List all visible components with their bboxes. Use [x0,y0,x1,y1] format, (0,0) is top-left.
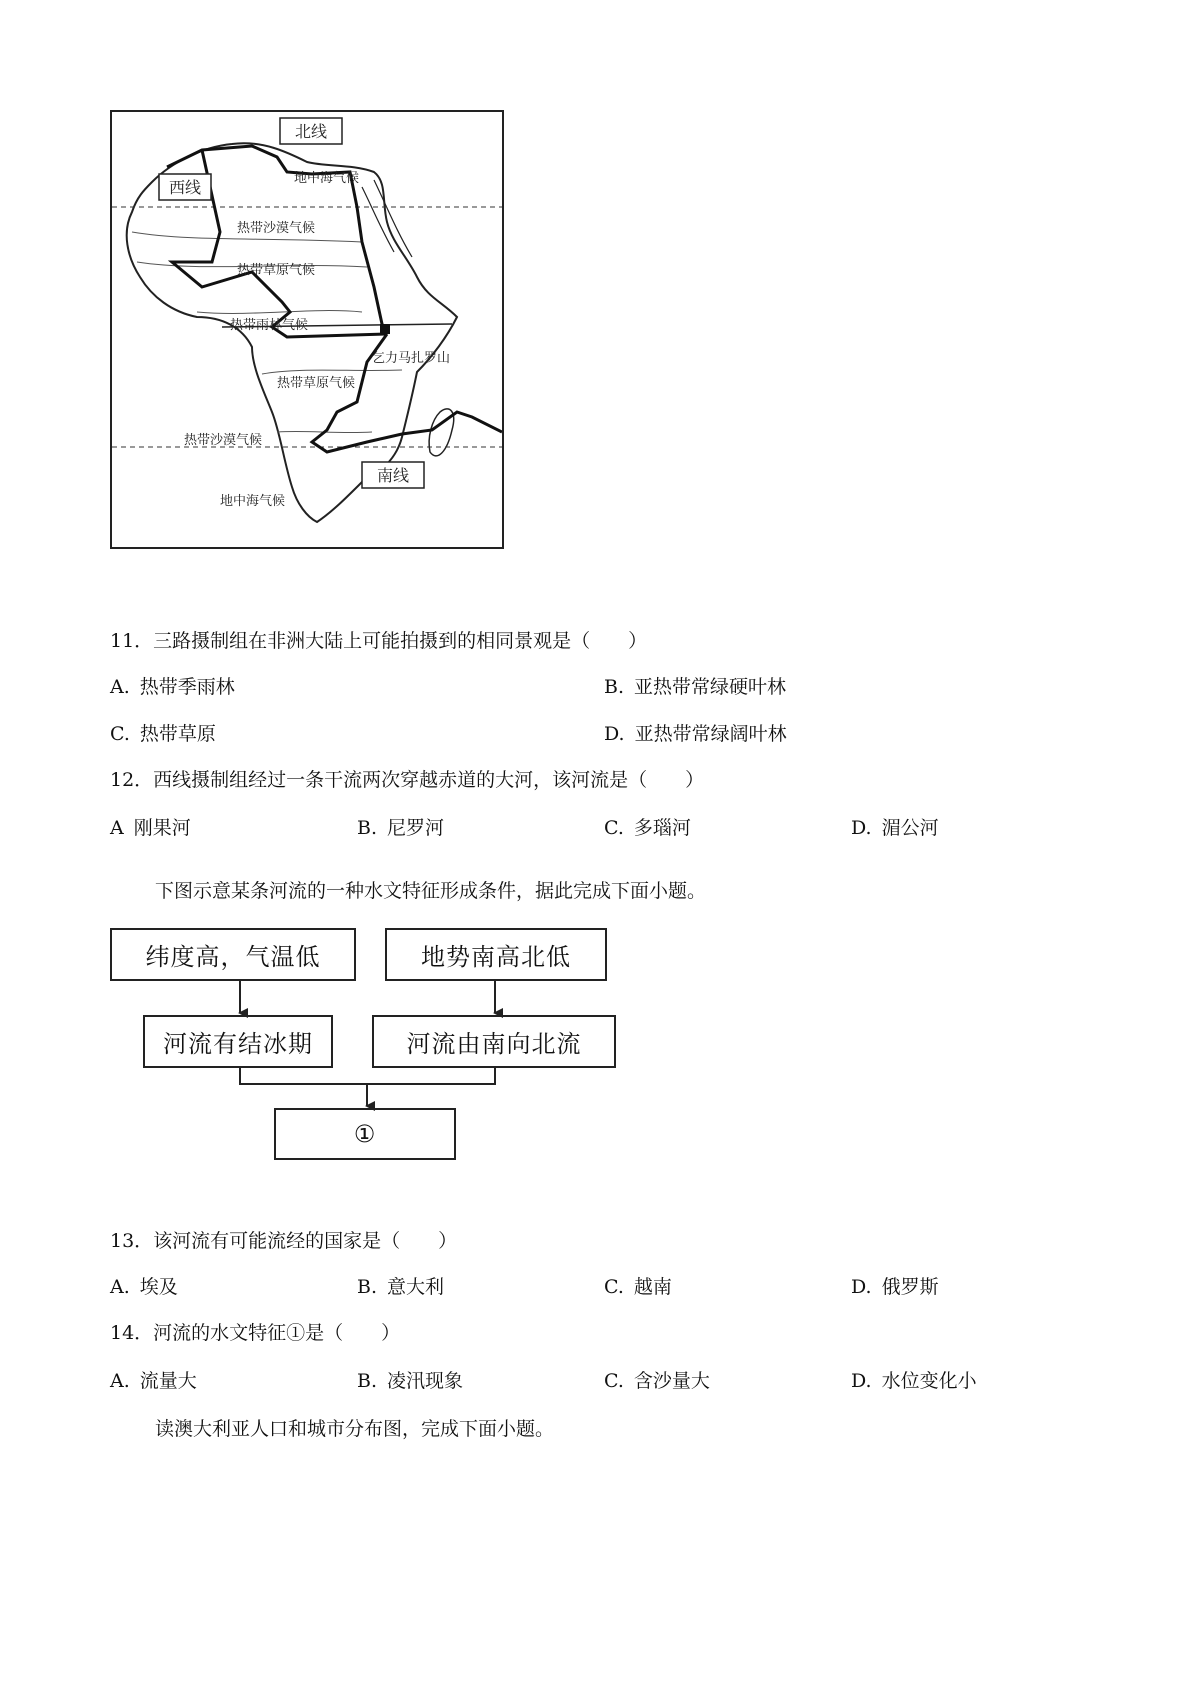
q13-option-c[interactable] [604,1274,672,1300]
q12-option-c-key: C. [604,817,624,839]
q13-option-b-key: B. [357,1276,378,1298]
label-savanna-south: 热带草原气候 [277,376,356,391]
intro-flowchart: 下图示意某条河流的一种水文特征形成条件，据此完成下面小题。 [155,880,707,902]
q12-option-a-text: 刚果河 [133,817,191,839]
q14-option-a-key: A. [110,1370,130,1392]
q13-stem: 13．该河流有可能流经的国家是（ ） [110,1230,458,1252]
label-mediterranean-north: 地中海气候 [294,171,360,186]
q13-option-a-key: A. [110,1276,130,1298]
q11-option-b-key: B. [604,676,625,698]
q13-option-c-text: 越南 [633,1276,672,1298]
intro-australia: 读澳大利亚人口和城市分布图，完成下面小题。 [155,1418,555,1440]
flow-box-result: ① [274,1108,456,1160]
q12-option-c-text: 多瑙河 [633,817,691,839]
label-savanna-north: 热带草原气候 [237,263,316,278]
q12-option-d-key: D. [851,817,872,839]
q14-option-d-key: D. [851,1370,872,1392]
q11-option-a-key: A. [110,676,130,698]
west-line-label: 西线 [168,178,202,197]
q14-option-c-text: 含沙量大 [633,1370,710,1392]
merge-connector [240,1068,495,1084]
q11-option-b-text: 亚热带常绿硬叶林 [634,676,787,698]
flow-box-latitude: 纬度高，气温低 [110,928,356,981]
q14-option-b-text: 凌汛现象 [387,1370,464,1392]
q14-option-a[interactable] [110,1368,197,1394]
flow-box-freezing: 河流有结冰期 [143,1015,333,1068]
q14-option-b[interactable] [357,1368,463,1394]
south-line-label: 南线 [376,466,410,485]
q13-option-d-text: 俄罗斯 [881,1276,939,1298]
q11-option-a-text: 热带季雨林 [139,676,235,698]
label-mediterranean-south: 地中海气候 [220,494,286,509]
q14-stem: 14．河流的水文特征①是（ ） [110,1322,401,1344]
q12-option-b-key: B. [357,817,378,839]
label-rainforest: 热带雨林气候 [230,318,309,333]
q12-option-d-text: 湄公河 [881,817,939,839]
q13-option-c-key: C. [604,1276,624,1298]
q12-option-b-text: 尼罗河 [387,817,445,839]
q13-option-d[interactable] [851,1274,939,1300]
flow-box-northward: 河流由南向北流 [372,1015,616,1068]
q14-option-b-key: B. [357,1370,378,1392]
q11-option-d-text: 亚热带常绿阔叶林 [634,723,787,745]
label-desert-north: 热带沙漠气候 [237,221,316,236]
q11-option-c-text: 热带草原 [139,723,216,745]
q12-option-a-key: A [110,817,124,839]
north-line-label: 北线 [294,122,328,141]
q14-option-d[interactable] [851,1368,977,1394]
q13-option-d-key: D. [851,1276,872,1298]
q14-option-d-text: 水位变化小 [881,1370,977,1392]
q14-option-a-text: 流量大 [139,1370,197,1392]
q11-stem: 11．三路摄制组在非洲大陆上可能拍摄到的相同景观是（ ） [110,630,648,652]
q13-option-a[interactable] [110,1274,178,1300]
flow-box-terrain: 地势南高北低 [385,928,607,981]
q14-option-c[interactable] [604,1368,710,1394]
q11-option-d-key: D. [604,723,625,745]
q13-option-a-text: 埃及 [139,1276,178,1298]
q14-option-c-key: C. [604,1370,624,1392]
q11-option-c-key: C. [110,723,130,745]
q12-stem: 12．西线摄制组经过一条干流两次穿越赤道的大河，该河流是（ ） [110,769,705,791]
q13-option-b-text: 意大利 [387,1276,445,1298]
label-desert-south: 热带沙漠气候 [184,433,263,448]
label-kilimanjaro: 乞力马扎罗山 [372,351,451,366]
q13-option-b[interactable] [357,1274,444,1300]
